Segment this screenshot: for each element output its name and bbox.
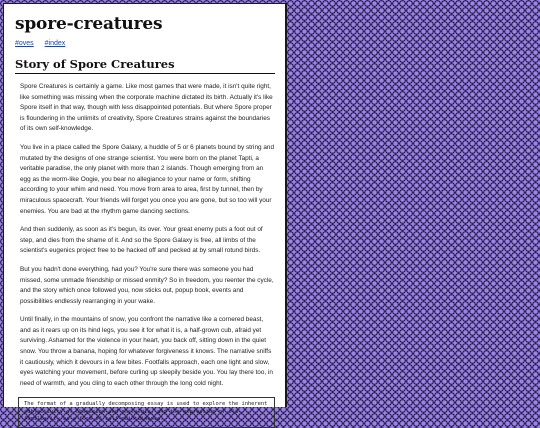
post-content bbox=[15, 82, 275, 389]
tag-links bbox=[15, 40, 275, 47]
site-title[interactable]: spore-creatures bbox=[15, 14, 163, 34]
tag-link-index[interactable]: #index bbox=[44, 40, 66, 47]
paragraph-4: But you hadn't done everything, had you? You're sure there was someone you had missed, some unmade friendship or missed enmity? So in freedom, you reenter the cycle, and the story which once followed you, now sticks out, popup book, events and possibilities endlessly rearranging in your wake. bbox=[20, 265, 274, 305]
tag-link-oves[interactable]: #oves bbox=[15, 40, 34, 47]
page-panel bbox=[3, 3, 287, 423]
author-note: The format of a gradually decomposing essay is used to explore the inherent subjectivity of obsession and nostalgia, and the expression of old familiarity as a form of self-maintainance. bbox=[18, 397, 275, 427]
paragraph-3: And then suddenly, as soon as it's begun, its over. Your great enemy puts a foot out of step, and dies from the shame of it. And so the Spore Galaxy is free, all limbs of the scientist's eugenics project free to be hacked off and pecked at by small rotund birds. bbox=[20, 226, 263, 255]
post-title: Story of Spore Creatures bbox=[15, 57, 275, 74]
paragraph-1: Spore Creatures is certainly a game. Like most games that were made, it isn't quite right, like something was missing when the corporate machine dictated its birth. Actually it's like Spore itself in that way, though with less disappointed potentials. But where Spore proper is floundering in the unlimits of creativity, Spore Creatures strains against the boundaries of its own self-knowledge. bbox=[20, 83, 273, 133]
paragraph-5: Until finally, in the mountains of snow, you confront the narrative like a cornered beast, and as it rears up on its hind legs, you see it for what it is, a half-grown cub, afraid yet surviving. Ashamed for the violence in your heart, you back off, sitting down in the quiet snow. You throw a banana, hoping for whatever forgiveness it knows. The narrative sniffs it cautiously, which it devours in a few bites. Footfalls approach, each one light and slow, eyes watching your movement, before curling up sleepily beside you. You lay there too, in need of warmth, and you cling to each other through the long cold night. bbox=[20, 316, 273, 387]
paragraph-2: You live in a place called the Spore Galaxy, a huddle of 5 or 6 planets bound by string and mutated by the designs of one strange scientist. You were born on the planet Tapti, a veritable paradise, the only planet with more than 2 islands. Though emerging from an egg as the worm-like Oogie, you bear no allegiance to your name or form, shifting according to your whim and need. You move from area to area, first by tunnel, then by miraculous spacecraft. Your friends will forget you once you are gone, but so too will your enemies. You are bad at the rhythm game dancing sections. bbox=[20, 143, 275, 215]
